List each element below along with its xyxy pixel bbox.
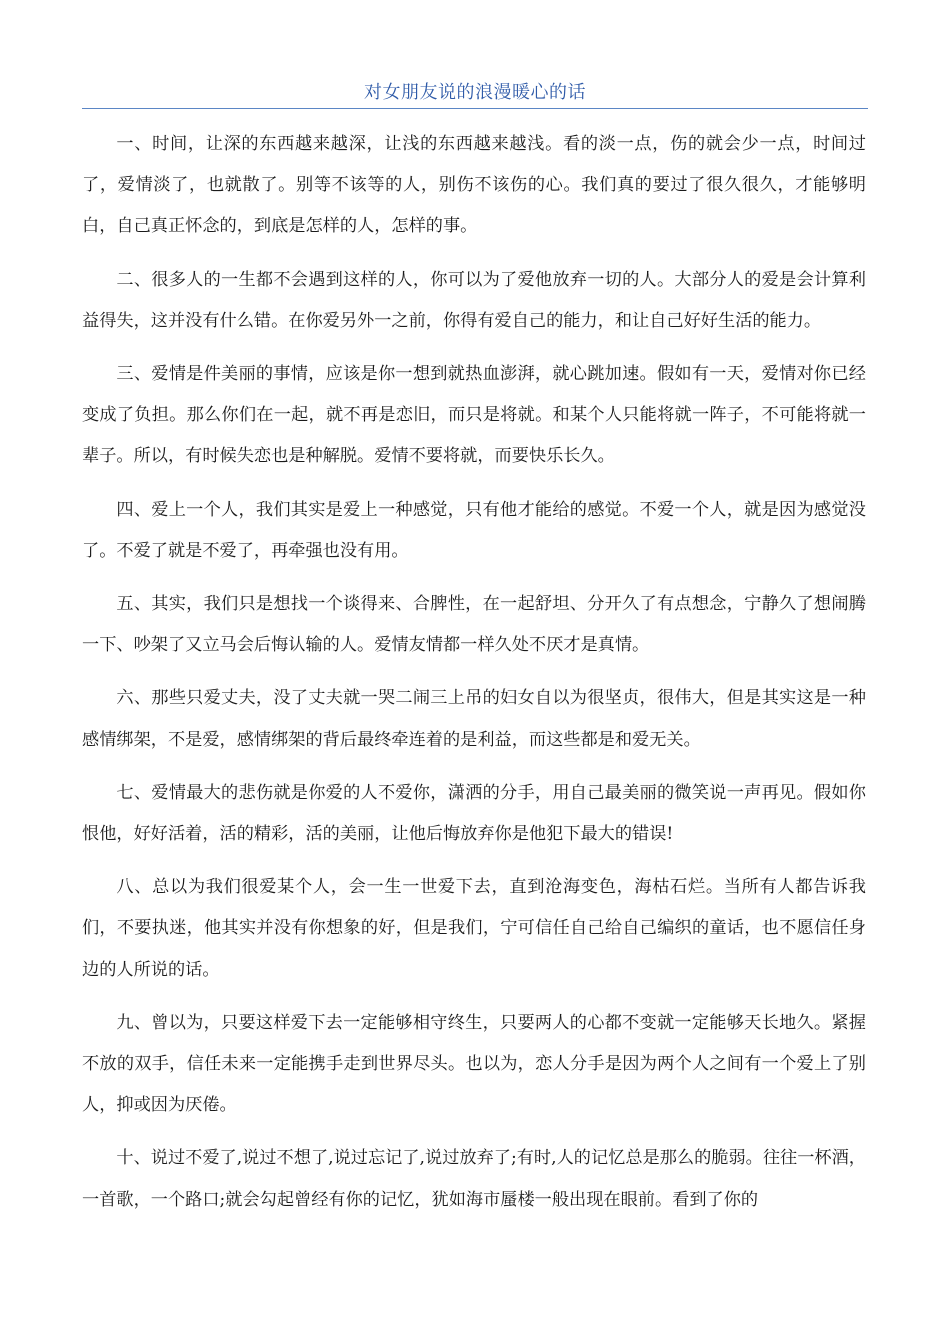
title-underline (82, 108, 868, 109)
paragraph-9: 九、曾以为，只要这样爱下去一定能够相守终生，只要两人的心都不变就一定能够天长地久。紧握不放的双手，信任未来一定能携手走到世界尽头。也以为，恋人分手是因为两个人之间有一个爱上了别人，抑或因为厌倦。 (82, 1012, 866, 1116)
paragraph-2: 二、很多人的一生都不会遇到这样的人，你可以为了爱他放弃一切的人。大部分人的爱是会计算利益得失，这并没有什么错。在你爱另外一之前，你得有爱自己的能力，和让自己好好生活的能力。 (82, 269, 866, 331)
paragraph-1: 一、时间，让深的东西越来越深，让浅的东西越来越浅。看的淡一点，伤的就会少一点，时间过了，爱情淡了，也就散了。别等不该等的人，别伤不该伤的心。我们真的要过了很久很久，才能够明白，自己真正怀念的，到底是怎样的人，怎样的事。 (82, 134, 866, 237)
paragraph-7: 七、爱情最大的悲伤就是你爱的人不爱你，潇洒的分手，用自己最美丽的微笑说一声再见。假如你恨他，好好活着，活的精彩，活的美丽，让他后悔放弃你是他犯下最大的错误! (82, 782, 866, 845)
paragraph-3: 三、爱情是件美丽的事情，应该是你一想到就热血澎湃，就心跳加速。假如有一天，爱情对你已经变成了负担。那么你们在一起，就不再是恋旧，而只是将就。和某个人只能将就一阵子，不可能将就一辈子。所以，有时候失恋也是种解脱。爱情不要将就，而要快乐长久。 (82, 364, 866, 467)
document-title: 对女朋友说的浪漫暖心的话 (364, 82, 586, 103)
paragraph-4: 四、爱上一个人，我们其实是爱上一种感觉，只有他才能给的感觉。不爱一个人，就是因为感觉没了。不爱了就是不爱了，再牵强也没有用。 (82, 499, 866, 561)
paragraph-10: 十、说过不爱了,说过不想了,说过忘记了,说过放弃了;有时,人的记忆总是那么的脆弱。往往一杯酒，一首歌，一个路口;就会勾起曾经有你的记忆，犹如海市蜃楼一般出现在眼前。看到了你的 (82, 1148, 866, 1210)
document-body (82, 124, 866, 1233)
paragraph-8: 八、总以为我们很爱某个人，会一生一世爱下去，直到沧海变色，海枯石烂。当所有人都告诉我们，不要执迷，他其实并没有你想象的好，但是我们，宁可信任自己给自己编织的童话，也不愿信任身边的人所说的话。 (82, 877, 866, 980)
paragraph-6: 六、那些只爱丈夫，没了丈夫就一哭二闹三上吊的妇女自以为很坚贞，很伟大，但是其实这是一种感情绑架，不是爱，感情绑架的背后最终牵连着的是利益，而这些都是和爱无关。 (82, 688, 866, 750)
paragraph-5: 五、其实，我们只是想找一个谈得来、合脾性，在一起舒坦、分开久了有点想念，宁静久了想闹腾一下、吵架了又立马会后悔认输的人。爱情友情都一样久处不厌才是真情。 (82, 594, 866, 656)
